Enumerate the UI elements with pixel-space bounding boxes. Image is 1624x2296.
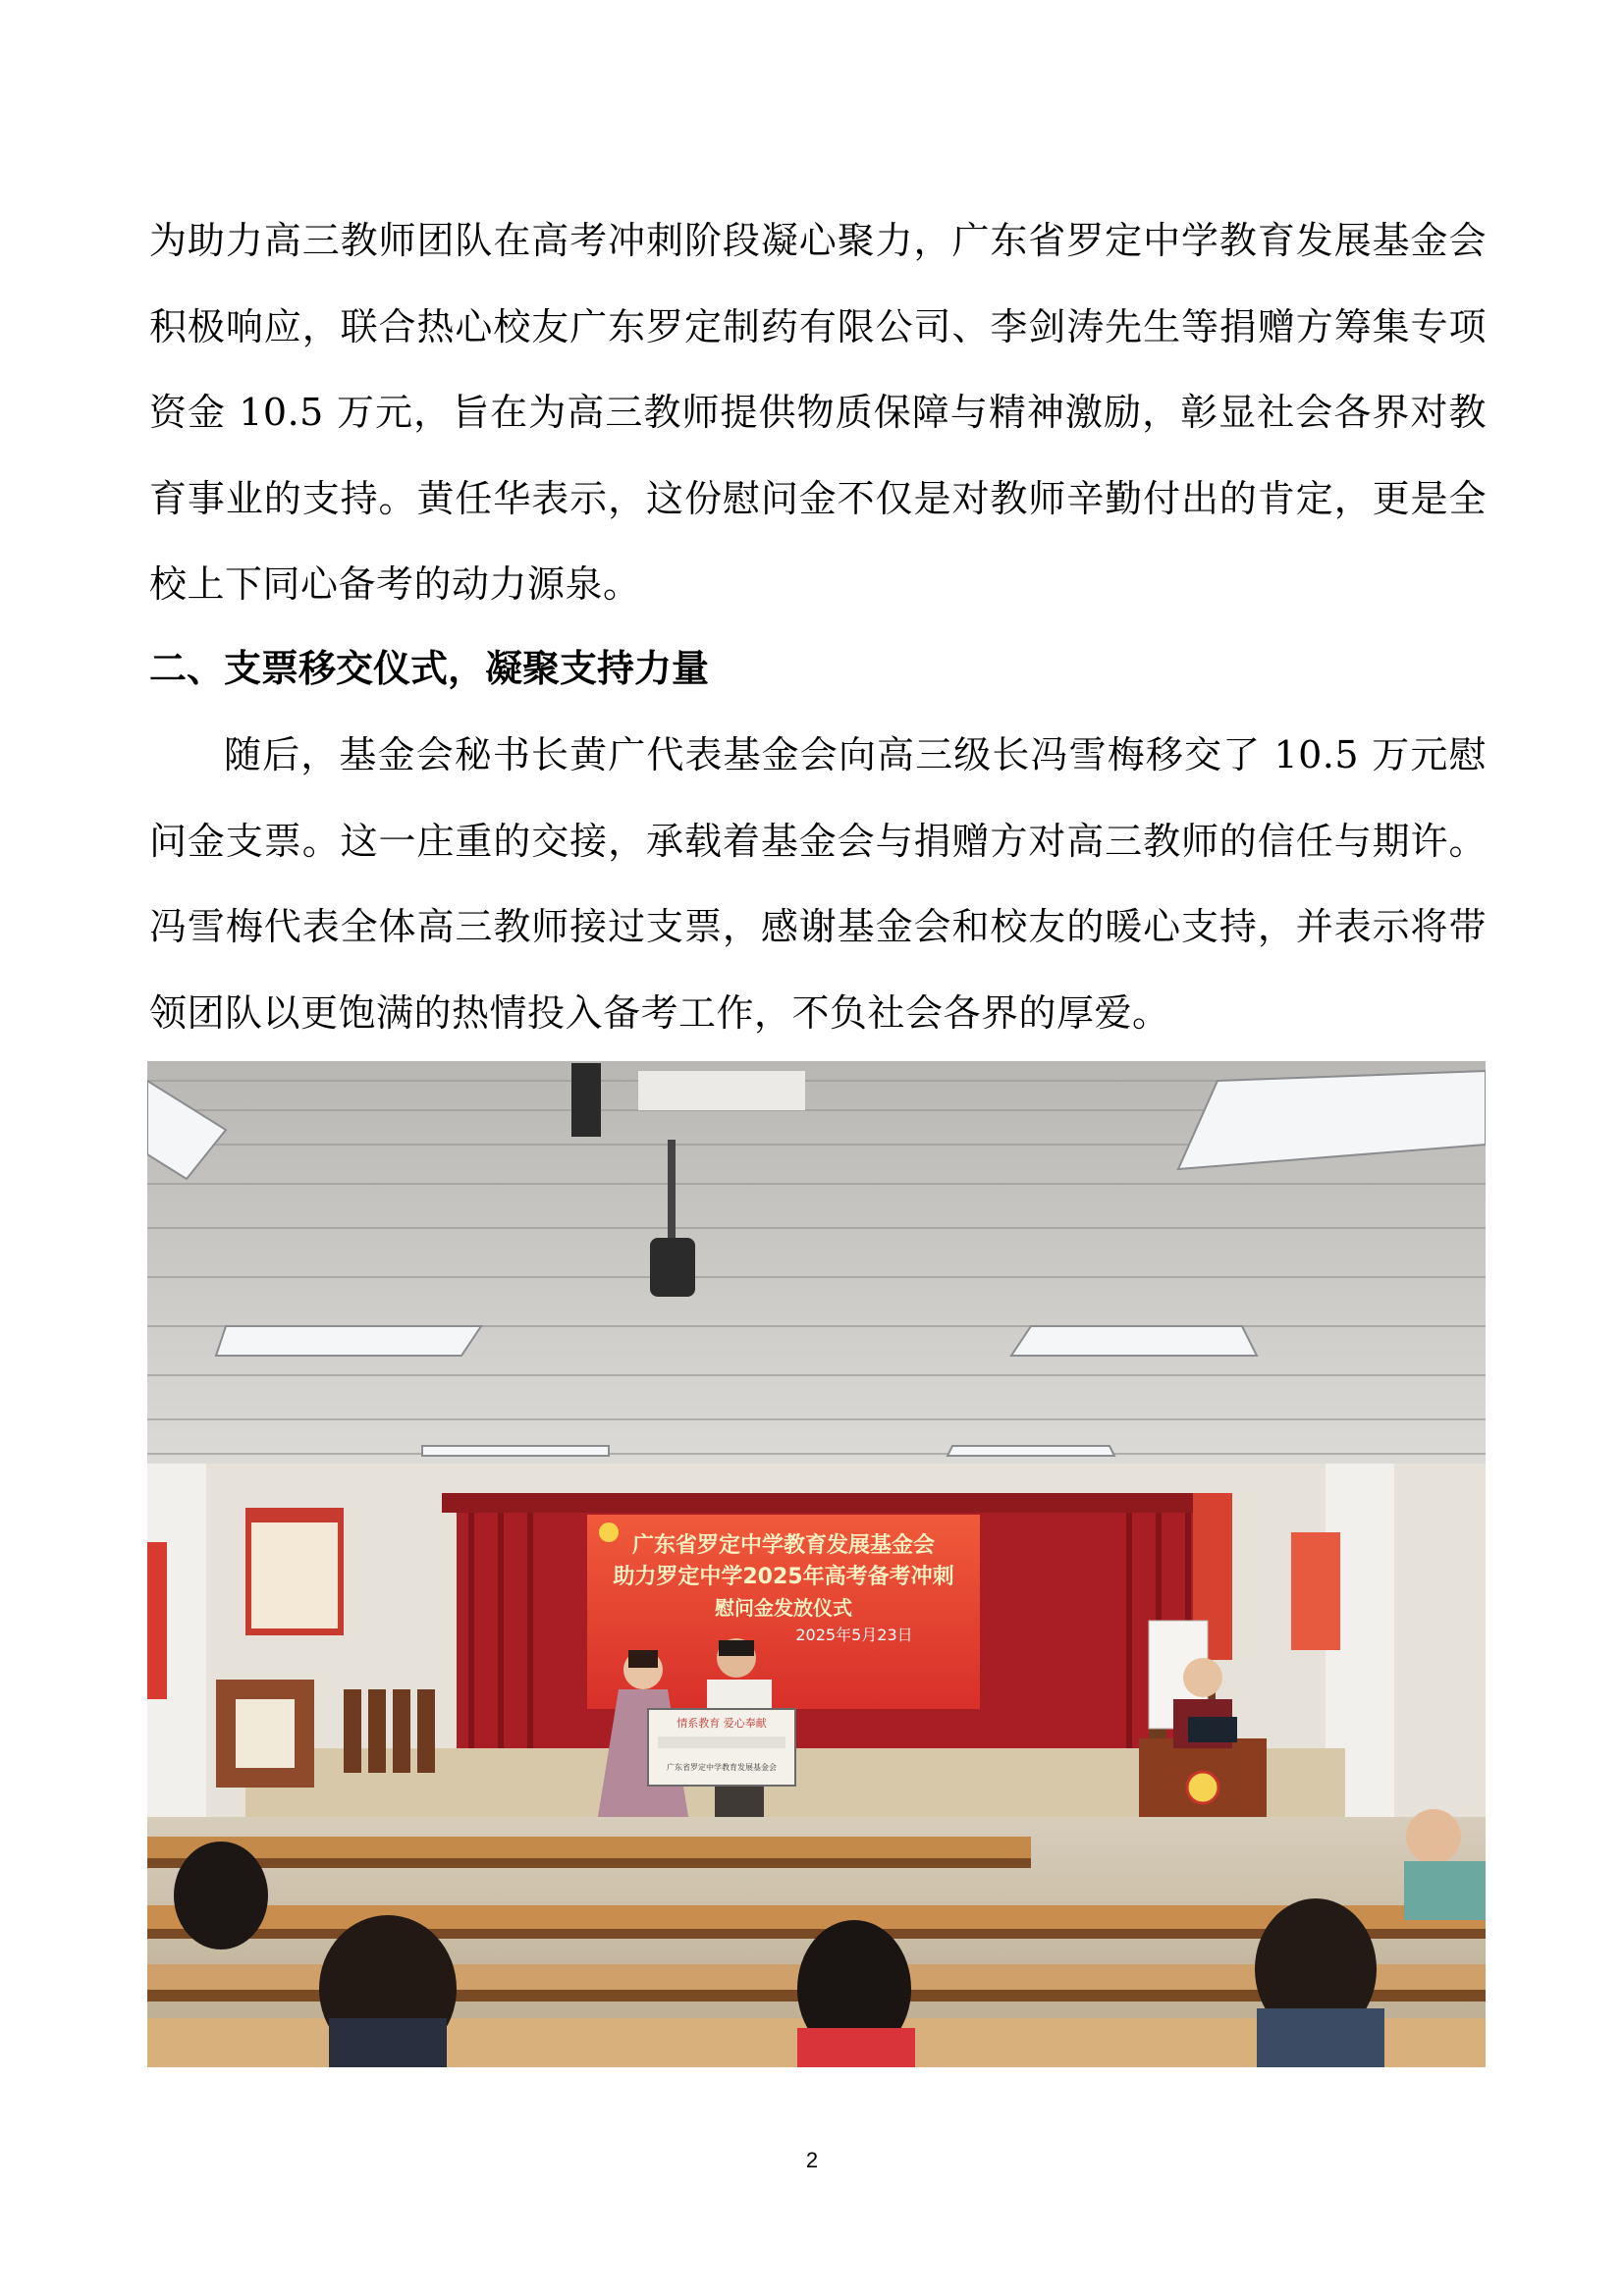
edge-poster: [147, 1542, 167, 1699]
banner-line3: 慰问金发放仪式: [715, 1596, 852, 1620]
banner-date: 2025年5月23日: [795, 1626, 913, 1644]
speaker-head: [1183, 1658, 1222, 1697]
banner-line1: 广东省罗定中学教育发展基金会: [631, 1533, 936, 1558]
paragraph-cheque-handover: 随后，基金会秘书长黄广代表基金会向高三级长冯雪梅移交了 10.5 万元慰问金支票。这一庄重的交接，承载着基金会与捐赠方对高三教师的信任与期许。冯雪梅代表全体高三教师接过支票，感谢基金会和校友的暖心支持，并表示将带领团队以更饱满的热情投入备考工作，不负社会各界的厚爱。: [149, 733, 1487, 1035]
cheque-payer: 广东省罗定中学教育发展基金会: [667, 1763, 777, 1772]
podium-emblem-icon: [1187, 1772, 1218, 1803]
ceremony-photo-illustration: [147, 1061, 1486, 2067]
school-emblem-icon: [599, 1522, 619, 1542]
cheque-header: 情系教育 爱心奉献: [677, 1717, 767, 1730]
laptop: [1188, 1717, 1237, 1742]
right-wall-poster: [1291, 1532, 1340, 1650]
section-heading-cheque-ceremony: 二、支票移交仪式，凝聚支持力量: [149, 647, 710, 690]
page-number: 2: [805, 2148, 819, 2172]
ceremony-photo: [147, 1061, 1486, 2067]
paragraph-section1: 为助力高三教师团队在高考冲刺阶段凝心聚力，广东省罗定中学教育发展基金会积极响应，联合热心校友广东罗定制药有限公司、李剑涛先生等捐赠方筹集专项资金 10.5 万元，旨在为高三教师提供物质保障与精神激励，彰显社会各界对教育事业的支持。黄任华表示，这份慰问金不仅是对教师辛勤付出的肯定，更是全校上下同心备考的动力源泉。: [149, 219, 1487, 606]
curtain-valance: [442, 1493, 1218, 1513]
banner-line2: 助力罗定中学2025年高考备考冲刺: [613, 1565, 954, 1589]
